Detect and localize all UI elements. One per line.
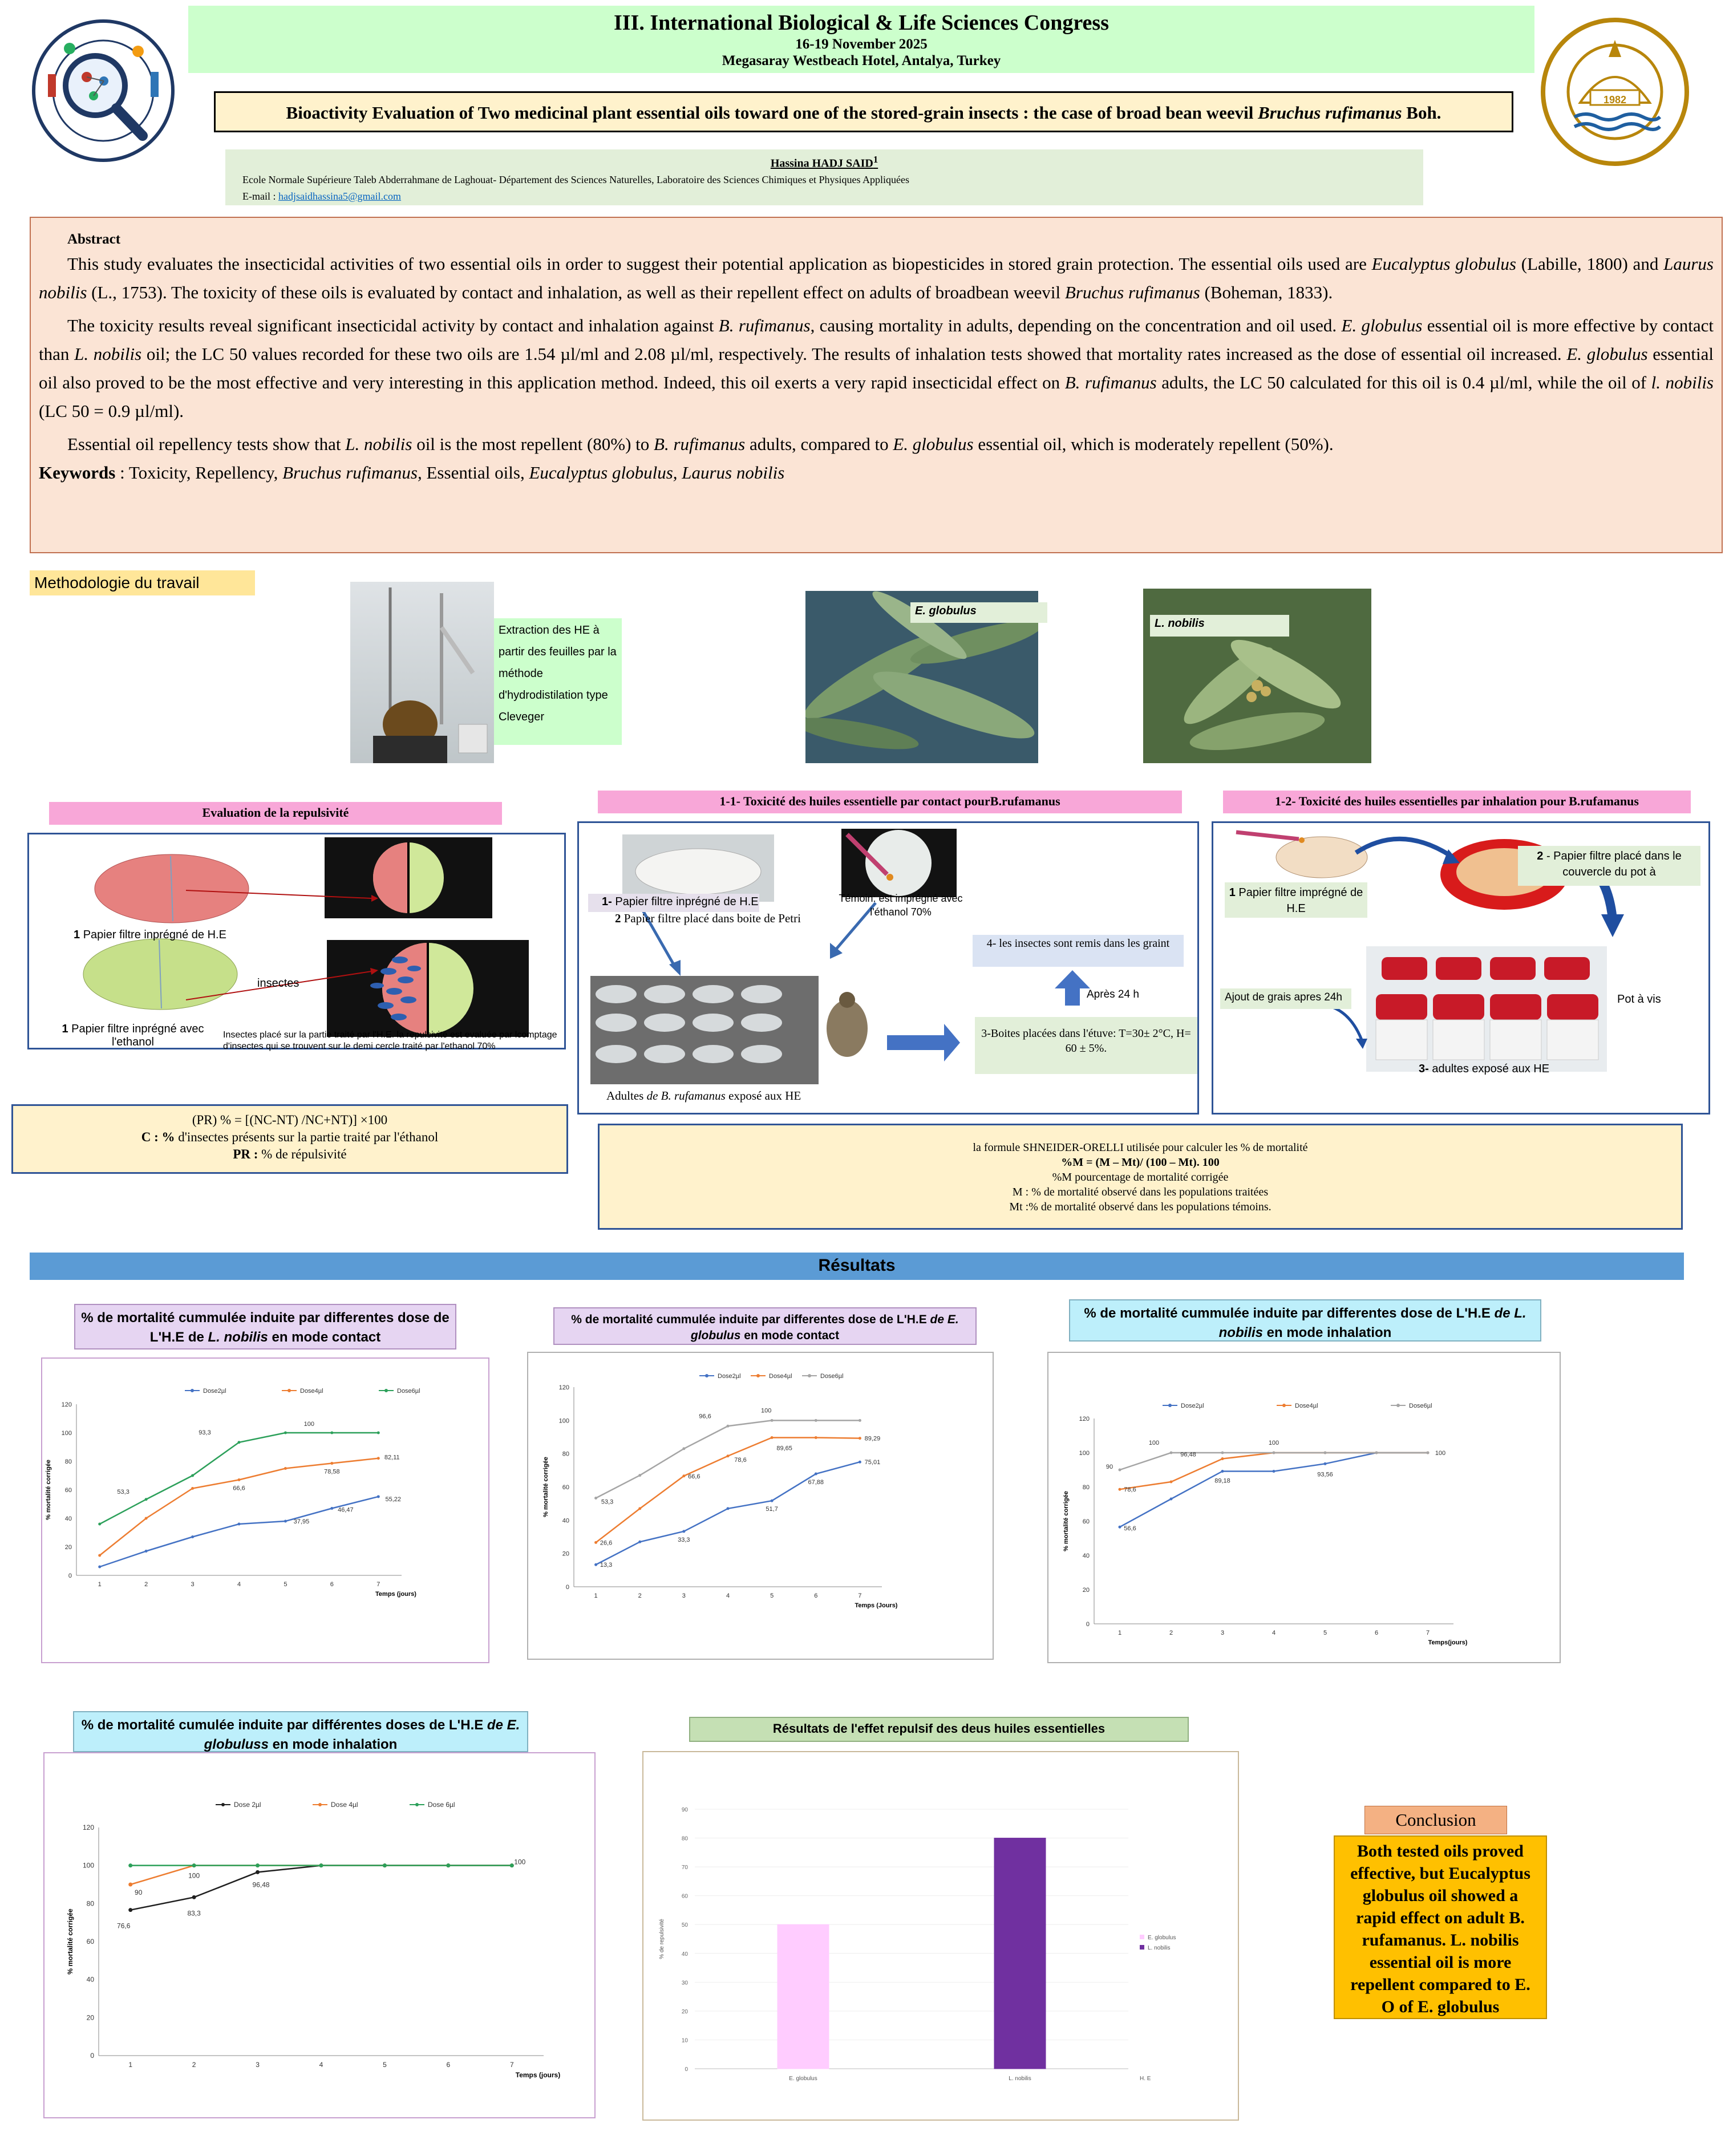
keywords-line: Keywords : Toxicity, Repellency, Bruchus rufimanus, Essential oils, Eucalyptus globulus, Laurus nobilis xyxy=(39,463,785,483)
data-label: 83,3 xyxy=(187,1909,201,1918)
data-point xyxy=(859,1437,861,1440)
x-tick-label: 4 xyxy=(726,1592,730,1599)
data-point xyxy=(1170,1452,1173,1454)
data-point xyxy=(859,1419,861,1422)
data-point xyxy=(815,1419,817,1422)
contact-step4: 4- les insectes sont remis dans les graint xyxy=(973,935,1184,967)
x-tick-label: 7 xyxy=(1426,1630,1430,1636)
x-axis-label: Temps (Jours) xyxy=(855,1602,898,1609)
repulsion-title: Evaluation de la repulsivité xyxy=(49,802,502,825)
data-label: 93,56 xyxy=(1317,1471,1333,1478)
data-point xyxy=(377,1432,380,1434)
chart5-frame xyxy=(642,1751,1239,2121)
y-tick-label: 30 xyxy=(681,1980,688,1987)
data-label: 67,88 xyxy=(808,1479,824,1486)
y-tick-label: 0 xyxy=(685,2066,688,2073)
data-point xyxy=(815,1436,817,1439)
series-line xyxy=(596,1438,860,1543)
legend-marker xyxy=(191,1389,194,1392)
y-tick-label: 0 xyxy=(1086,1621,1090,1628)
conclusion-label: Conclusion xyxy=(1364,1806,1507,1834)
abstract-box xyxy=(30,217,1723,553)
data-point xyxy=(238,1478,241,1481)
inhalation-pot: Pot à vis xyxy=(1617,993,1661,1006)
data-point xyxy=(638,1541,641,1543)
data-label: 100 xyxy=(514,1858,526,1866)
data-point xyxy=(1119,1526,1121,1529)
extraction-caption: Extraction des HE à partir des feuilles par la méthode d'hydrodistilation type Cleveger xyxy=(494,618,622,745)
data-label: 100 xyxy=(1148,1440,1160,1446)
legend-label: Dose 4µl xyxy=(331,1801,358,1809)
x-tick-label: 5 xyxy=(383,2061,387,2069)
series-line xyxy=(131,1866,512,1885)
chart4-svg xyxy=(44,1753,594,2117)
legend-swatch xyxy=(1140,1935,1144,1939)
results-bar: Résultats xyxy=(30,1253,1684,1280)
author-name: Hassina HADJ SAID$^1$ xyxy=(770,154,878,170)
x-tick-label: 7 xyxy=(376,1581,380,1588)
repulsion-formula-box: (PR) % = [(NC-NT) /NC+NT)] ×100 C : % d'insectes présents sur la partie traité par l'éthanol PR : % de répulsivité xyxy=(11,1104,568,1174)
data-point xyxy=(1221,1470,1224,1473)
data-point xyxy=(815,1473,817,1476)
x-tick-label: 3 xyxy=(191,1581,195,1588)
data-point xyxy=(238,1523,241,1526)
repulsion-insects-label: insectes xyxy=(257,977,299,990)
x-axis-label: Temps(jours) xyxy=(1428,1639,1468,1646)
y-tick-label: 80 xyxy=(1082,1484,1090,1491)
contact-panel xyxy=(577,821,1199,1115)
data-point xyxy=(191,1487,194,1490)
data-label: 90 xyxy=(1106,1464,1113,1470)
data-label: 78,6 xyxy=(1124,1486,1136,1494)
inhalation-step1: 1 Papier filtre imprégné de H.E xyxy=(1225,882,1367,918)
data-point xyxy=(771,1500,774,1502)
y-tick-label: 90 xyxy=(681,1807,688,1813)
chart3-frame xyxy=(1047,1352,1561,1663)
data-point xyxy=(594,1563,597,1566)
chart4-title: % de mortalité cumulée induite par différentes doses de L'H.E de E. globuluss en mode inhalation xyxy=(73,1711,528,1752)
x-tick-label: 1 xyxy=(1117,1630,1122,1636)
logo-year: 1982 xyxy=(1603,94,1627,106)
data-point xyxy=(238,1441,241,1444)
y-tick-label: 60 xyxy=(1082,1518,1090,1525)
y-tick-label: 20 xyxy=(681,2008,688,2015)
y-tick-label: 50 xyxy=(681,1922,688,1929)
conclusion-text: Both tested oils proved effective, but Eucalyptus globulus oil showed a rapid effect on adult B. rufamanus. L. nobilis essential oil is more repellent compared to E. O of E. globulus xyxy=(1334,1835,1547,2019)
x-tick-label: 6 xyxy=(330,1581,334,1588)
data-point xyxy=(284,1432,287,1434)
chart5-svg xyxy=(643,1752,1238,2119)
legend-label: Dose6µl xyxy=(1409,1403,1432,1409)
data-point xyxy=(145,1550,148,1553)
contact-title: 1-1- Toxicité des huiles essentielle par contact pourB.rufamanus xyxy=(598,791,1182,813)
data-point xyxy=(1119,1488,1121,1491)
inhalation-step3: 3- adultes exposé aux HE xyxy=(1419,1063,1550,1075)
y-tick-label: 40 xyxy=(562,1517,569,1525)
data-point xyxy=(859,1461,861,1464)
y-tick-label: 100 xyxy=(1079,1450,1090,1457)
data-label: 26,6 xyxy=(600,1539,613,1547)
contact-adults-caption: Adultes de B. rufamanus exposé aux HE xyxy=(606,1089,801,1103)
repulsion-caption: Insectes placé sur la partie traité par l'H.E. la repulsivité est evaluée par lcomptage d'insectes qui se trouvent sur le demi cercle traité par l'ethanol 70% xyxy=(223,1030,557,1051)
y-axis-label: % mortalité corrigée xyxy=(66,1908,74,1975)
x-tick-label: 5 xyxy=(284,1581,288,1588)
y-tick-label: 0 xyxy=(90,2052,94,2060)
data-label: 46,47 xyxy=(338,1506,354,1514)
data-label: 37,95 xyxy=(293,1518,310,1525)
y-tick-label: 40 xyxy=(1082,1553,1090,1559)
x-tick-label: 3 xyxy=(682,1592,686,1599)
left-logo xyxy=(30,17,177,164)
y-tick-label: 120 xyxy=(61,1401,72,1408)
series-line xyxy=(131,1866,512,1910)
legend-marker xyxy=(318,1803,322,1806)
data-point xyxy=(771,1419,774,1422)
data-point xyxy=(192,1895,196,1899)
data-label: 33,3 xyxy=(678,1536,690,1543)
legend-marker xyxy=(1168,1404,1172,1407)
legend-marker xyxy=(808,1374,811,1377)
extraction-photo xyxy=(350,582,494,763)
data-label: 100 xyxy=(760,1407,772,1415)
x-tick-label: 3 xyxy=(256,2061,260,2069)
y-axis-label: % mortalité corrigée xyxy=(45,1460,52,1520)
data-point xyxy=(128,1883,132,1887)
data-label: 100 xyxy=(188,1871,200,1880)
data-point xyxy=(284,1520,287,1523)
chart2-svg xyxy=(528,1353,993,1659)
y-tick-label: 60 xyxy=(86,1938,94,1946)
legend-label: Dose6µl xyxy=(397,1388,420,1395)
chart1-title: % de mortalité cummulée induite par differentes dose de L'H.E de L. nobilis en mode contact xyxy=(74,1304,456,1349)
data-point xyxy=(330,1432,333,1434)
chart1-svg xyxy=(42,1359,488,1662)
data-label: 66,6 xyxy=(233,1485,245,1492)
legend-marker xyxy=(221,1803,225,1806)
data-label: 100 xyxy=(303,1421,315,1428)
author-email-line: E-mail : hadjsaidhassina5@gmail.com xyxy=(242,190,402,202)
chart3-svg xyxy=(1048,1353,1560,1662)
right-logo xyxy=(1540,17,1690,167)
contact-temoin: Témoin: est imprégné avec l'éthanol 70% xyxy=(839,893,963,918)
y-axis-label: % de repulsivité xyxy=(659,1919,665,1959)
data-point xyxy=(1273,1452,1275,1454)
congress-banner xyxy=(188,6,1534,73)
x-tick-label: 2 xyxy=(1169,1630,1173,1636)
data-point xyxy=(510,1863,514,1867)
data-point xyxy=(128,1908,132,1912)
hydrodistillation-apparatus-icon xyxy=(350,582,494,763)
x-axis-label: Temps (jours) xyxy=(515,2071,561,2079)
data-label: 90 xyxy=(135,1888,143,1896)
e-globulus-label: E. globulus xyxy=(910,602,1047,623)
data-label: 53,3 xyxy=(117,1488,129,1496)
legend-marker xyxy=(384,1389,388,1392)
data-point xyxy=(638,1474,641,1477)
y-tick-label: 100 xyxy=(82,1861,94,1870)
y-tick-label: 100 xyxy=(558,1417,569,1425)
chart5-title: Résultats de l'effet repulsif des deus huiles essentielles xyxy=(689,1717,1189,1742)
data-label: 96,6 xyxy=(699,1413,711,1420)
data-point xyxy=(98,1523,101,1526)
inhalation-step2: 2 - Papier filtre placé dans le couvercle du pot à xyxy=(1518,846,1700,886)
data-label: 89,65 xyxy=(776,1445,792,1452)
y-tick-label: 70 xyxy=(681,1865,688,1871)
y-tick-label: 40 xyxy=(86,1975,94,1984)
bar xyxy=(994,1838,1046,2069)
data-point xyxy=(330,1507,333,1510)
y-tick-label: 120 xyxy=(82,1823,94,1831)
abstract-heading: Abstract xyxy=(67,232,121,247)
legend-label: Dose6µl xyxy=(820,1373,844,1380)
data-label: 96,48 xyxy=(252,1881,270,1889)
contact-step1: 1- Papier filtre inprégné de H.E xyxy=(588,894,759,912)
x-tick-label: 7 xyxy=(509,2061,514,2069)
congress-title: III. International Biological & Life Sciences Congress xyxy=(613,11,1109,35)
legend-marker xyxy=(415,1803,419,1806)
legend-marker xyxy=(288,1389,291,1392)
series-line xyxy=(1120,1453,1428,1527)
data-point xyxy=(594,1541,597,1544)
data-point xyxy=(145,1498,148,1501)
data-label: 75,01 xyxy=(864,1459,881,1466)
methodology-label: Methodologie du travail xyxy=(30,570,255,595)
trakya-university-logo-icon xyxy=(1540,17,1690,167)
y-tick-label: 120 xyxy=(1079,1416,1090,1423)
y-tick-label: 40 xyxy=(681,1951,688,1958)
data-point xyxy=(1170,1481,1173,1484)
legend-marker xyxy=(1396,1404,1400,1407)
x-axis-label: Temps (jours) xyxy=(375,1591,416,1598)
data-point xyxy=(727,1425,730,1428)
y-tick-label: 80 xyxy=(562,1450,569,1458)
legend-label: Dose2µl xyxy=(203,1388,226,1395)
x-tick-label: 6 xyxy=(814,1592,818,1599)
data-label: 100 xyxy=(1435,1450,1446,1457)
legend-label: Dose4µl xyxy=(769,1373,792,1380)
data-label: 78,58 xyxy=(324,1468,340,1476)
y-tick-label: 0 xyxy=(68,1573,72,1579)
y-tick-label: 20 xyxy=(64,1544,72,1551)
data-point xyxy=(727,1454,730,1457)
data-point xyxy=(682,1474,685,1477)
x-tick-label: 2 xyxy=(638,1592,642,1599)
data-label: 89,29 xyxy=(864,1435,881,1442)
abstract-paragraph-3: Essential oil repellency tests show that L. nobilis oil is the most repellent (80%) to B. rufimanus adults, compared to E. globulus essential oil, which is moderately repellent (50%). xyxy=(67,434,1334,454)
poster-title: Bioactivity Evaluation of Two medicinal plant essential oils toward one of the stored-grain insects : the case of broad bean weevil Bruchus rufimanus Boh. xyxy=(214,91,1513,132)
data-point xyxy=(377,1495,380,1498)
x-tick-label: 3 xyxy=(1220,1630,1225,1636)
legend-label: Dose2µl xyxy=(1181,1403,1204,1409)
x-tick-label: 7 xyxy=(858,1592,862,1599)
x-tick-label: 1 xyxy=(128,2061,133,2069)
data-label: 93,3 xyxy=(199,1429,211,1436)
data-label: 53,3 xyxy=(601,1498,614,1506)
l-nobilis-label: L. nobilis xyxy=(1150,615,1289,637)
data-point xyxy=(1375,1452,1378,1454)
data-point xyxy=(1221,1452,1224,1454)
mortality-formula-box: la formule SHNEIDER-ORELLI utilisée pour calculer les % de mortalité %M = (M – Mt)/ (100 – Mt). 100 %M pourcentage de mortalité corrigée M : % de mortalité observé dans les populations traitées Mt :% de mortalité observé dans les populations témoins. xyxy=(598,1124,1683,1230)
x-tick-label: 5 xyxy=(1323,1630,1327,1636)
x-axis-label: H. E xyxy=(1140,2076,1151,2082)
data-point xyxy=(682,1447,685,1450)
data-point xyxy=(319,1863,323,1867)
chart2-title: % de mortalité cummulée induite par differentes dose de L'H.E de E. globulus en mode contact xyxy=(553,1307,977,1345)
data-point xyxy=(1324,1462,1327,1465)
data-label: 78,6 xyxy=(734,1456,747,1464)
chart1-frame xyxy=(41,1357,489,1663)
data-label: 96,48 xyxy=(1180,1451,1196,1458)
legend-marker xyxy=(1282,1404,1286,1407)
data-label: 51,7 xyxy=(766,1506,778,1513)
y-tick-label: 20 xyxy=(86,2013,94,2022)
y-tick-label: 60 xyxy=(64,1487,72,1494)
data-point xyxy=(98,1554,101,1557)
x-tick-label: 2 xyxy=(144,1581,148,1588)
data-label: 89,18 xyxy=(1214,1477,1230,1485)
x-tick-label: 2 xyxy=(192,2061,196,2069)
y-tick-label: 40 xyxy=(64,1515,72,1522)
y-tick-label: 60 xyxy=(681,1893,688,1900)
data-point xyxy=(771,1436,774,1439)
legend-marker xyxy=(756,1374,760,1377)
data-point xyxy=(446,1863,450,1867)
y-tick-label: 80 xyxy=(681,1835,688,1842)
data-point xyxy=(192,1863,196,1867)
y-tick-label: 60 xyxy=(562,1484,569,1491)
data-label: 76,6 xyxy=(117,1922,131,1930)
legend-label: Dose 6µl xyxy=(428,1801,455,1809)
data-point xyxy=(1170,1498,1173,1501)
data-point xyxy=(256,1870,260,1874)
x-tick-label: 1 xyxy=(594,1592,598,1599)
author-block xyxy=(225,149,1423,205)
y-tick-label: 80 xyxy=(86,1899,94,1908)
data-point xyxy=(1119,1469,1121,1472)
data-point xyxy=(1427,1452,1430,1454)
y-tick-label: 10 xyxy=(681,2037,688,2044)
data-point xyxy=(191,1535,194,1538)
legend-swatch xyxy=(1140,1945,1144,1950)
chart3-title: % de mortalité cummulée induite par differentes dose de L'H.E de L. nobilis en mode inhalation xyxy=(1069,1299,1541,1342)
x-tick-label: 1 xyxy=(98,1581,102,1588)
contact-step2: 2 Papier filtre placé dans boite de Petri xyxy=(615,911,801,925)
data-point xyxy=(191,1474,194,1477)
repulsion-diagram xyxy=(29,834,565,1049)
data-point xyxy=(594,1497,597,1500)
data-point xyxy=(377,1457,380,1460)
y-axis-label: % mortalité corrigée xyxy=(542,1457,549,1517)
legend-label: Dose 2µl xyxy=(234,1801,261,1809)
data-point xyxy=(1273,1470,1275,1473)
repulsion-panel xyxy=(27,833,566,1049)
y-tick-label: 100 xyxy=(61,1430,72,1437)
x-tick-label: 4 xyxy=(319,2061,323,2069)
data-label: 56,6 xyxy=(1124,1525,1136,1533)
contact-step3: 3-Boites placées dans l'étuve: T=30± 2°C, H= 60 ± 5%. xyxy=(975,1017,1197,1074)
inhalation-title: 1-2- Toxicité des huiles essentielles par inhalation pour B.rufamanus xyxy=(1223,791,1691,813)
contact-after-24h: Après 24 h xyxy=(1087,988,1139,1000)
bar xyxy=(778,1924,829,2069)
author-affiliation: Ecole Normale Supérieure Taleb Abderrahmane de Laghouat- Département des Sciences Naturelles, Laboratoire des Sciences Chimiques et Physiques Appliquées xyxy=(242,173,910,185)
x-tick-label: L. nobilis xyxy=(1009,2076,1031,2082)
data-point xyxy=(727,1507,730,1510)
data-label: 66,6 xyxy=(688,1473,700,1480)
series-line xyxy=(596,1420,860,1498)
data-label: 55,22 xyxy=(385,1496,402,1503)
chart4-frame xyxy=(43,1752,596,2118)
data-point xyxy=(1221,1457,1224,1460)
y-axis-label: % mortalité corrigée xyxy=(1063,1491,1070,1551)
data-point xyxy=(98,1566,101,1569)
chart2-frame xyxy=(527,1352,994,1660)
x-tick-label: 6 xyxy=(446,2061,451,2069)
data-point xyxy=(145,1517,148,1520)
y-tick-label: 80 xyxy=(64,1458,72,1465)
data-label: 100 xyxy=(1268,1440,1279,1446)
legend-label: Dose4µl xyxy=(300,1388,323,1395)
data-point xyxy=(256,1863,260,1867)
data-point xyxy=(682,1530,685,1533)
y-tick-label: 0 xyxy=(565,1584,569,1591)
abstract-paragraph-2: The toxicity results reveal significant insecticidal activity by contact and inhalation against B. rufimanus, causing mortality in adults, depending on the concentration and oil used. E. globulus essential oil is more effective by contact than L. nobilis oil; the LC 50 values recorded for these two oils are 1.54 µl/ml and 2.08 µl/ml, respectively. The results of inhalation tests showed that mortality rates increased as the dose of essential oil increased. E. globulus essential oil also proved to be the most effective and very interesting in this application method. Indeed, this oil exerts a very rapid insecticidal effect on B. rufimanus adults, the LC 50 calculated for this oil is 0.4 µl/ml, while the oil of l. nobilis (LC 50 = 0.9 µl/ml). xyxy=(39,315,1714,421)
data-point xyxy=(128,1863,132,1867)
y-tick-label: 20 xyxy=(562,1550,569,1558)
legend-label: L. nobilis xyxy=(1148,1945,1171,1951)
inhalation-grain: Ajout de grais apres 24h xyxy=(1220,988,1351,1009)
data-point xyxy=(383,1863,387,1867)
data-label: 82,11 xyxy=(384,1454,400,1461)
legend-label: Dose4µl xyxy=(1295,1403,1318,1409)
y-tick-label: 120 xyxy=(558,1384,569,1391)
inhalation-panel xyxy=(1212,821,1710,1115)
data-point xyxy=(1324,1452,1327,1454)
series-line xyxy=(1120,1453,1428,1470)
data-point xyxy=(638,1507,641,1510)
repulsion-he-label: 1 Papier filtre inprégné de H.E xyxy=(74,929,226,941)
data-label: 13,3 xyxy=(600,1562,613,1569)
x-tick-label: 6 xyxy=(1374,1630,1379,1636)
legend-marker xyxy=(705,1374,708,1377)
author-email-link[interactable]: hadjsaidhassina5@gmail.com xyxy=(278,190,402,202)
legend-label: E. globulus xyxy=(1148,1935,1176,1941)
data-point xyxy=(330,1462,333,1465)
repulsion-ethanol-label: 1 Papier filtre inprégné avec l'ethanol xyxy=(62,1023,204,1048)
x-tick-label: 4 xyxy=(1272,1630,1276,1636)
congress-logo-icon xyxy=(30,17,177,164)
abstract-paragraph-1: This study evaluates the insecticidal activities of two essential oils in order to suggest their potential application as biopesticides in stored grain protection. The essential oils used are Eucalyptus globulus (Labille, 1800) and Laurus nobilis (L., 1753). The toxicity of these oils is evaluated by contact and inhalation, as well as their repellent effect on adults of broadbean weevil Bruchus rufimanus (Boheman, 1833). xyxy=(39,254,1714,302)
legend-label: Dose2µl xyxy=(718,1373,741,1380)
series-line xyxy=(100,1497,379,1567)
y-tick-label: 20 xyxy=(1082,1587,1090,1594)
congress-venue: Megasaray Westbeach Hotel, Antalya, Turkey xyxy=(722,53,1001,68)
congress-dates: 16-19 November 2025 xyxy=(795,37,928,52)
x-tick-label: 5 xyxy=(770,1592,774,1599)
x-tick-label: 4 xyxy=(237,1581,241,1588)
x-tick-label: E. globulus xyxy=(789,2076,817,2082)
data-point xyxy=(284,1467,287,1470)
